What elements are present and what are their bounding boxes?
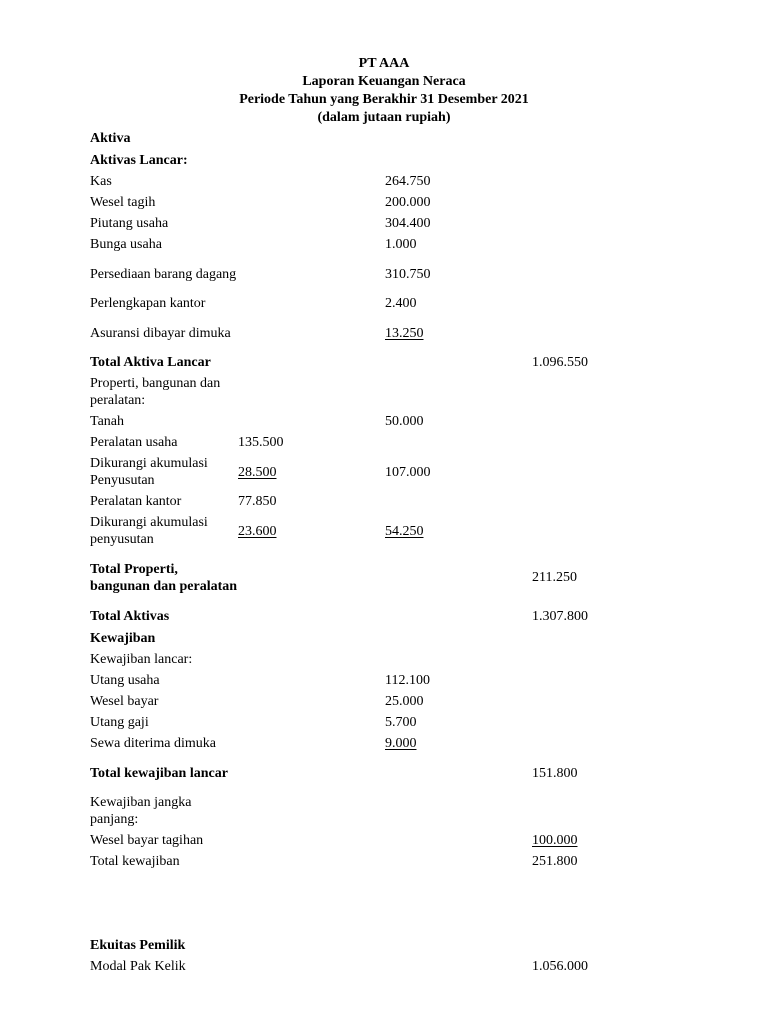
row-label <box>90 872 238 893</box>
amount-value: 310.750 <box>385 266 431 282</box>
empty-cell <box>532 627 630 649</box>
empty-cell <box>238 234 385 255</box>
empty-cell <box>532 127 630 149</box>
amount-value: 200.000 <box>385 195 431 210</box>
amount-value: 112.100 <box>385 673 430 688</box>
amount-value: 28.500 <box>238 464 277 480</box>
amount-col-2 <box>385 213 532 234</box>
empty-cell <box>532 192 630 213</box>
amount-col-1 <box>238 432 385 453</box>
sheet-row <box>90 432 630 453</box>
sheet-row <box>90 627 630 649</box>
amount-col-2 <box>385 411 532 432</box>
empty-cell <box>238 851 385 872</box>
sheet-row <box>90 670 630 691</box>
report-period: Periode Tahun yang Berakhir 31 Desember 2021 <box>239 92 529 107</box>
sheet-row <box>90 851 630 872</box>
sheet-row <box>90 733 630 754</box>
empty-cell <box>238 255 385 293</box>
empty-cell <box>532 411 630 432</box>
empty-cell <box>238 914 385 934</box>
sheet-row <box>90 149 630 171</box>
amount-value: 9.000 <box>385 736 417 751</box>
amount-value: 50.000 <box>385 414 424 429</box>
row-label: Wesel bayar <box>90 694 159 709</box>
empty-cell <box>385 149 532 171</box>
empty-cell <box>532 213 630 234</box>
report-title: Laporan Keuangan Neraca <box>302 74 466 89</box>
sheet-row <box>90 171 630 192</box>
report-unit: (dalam jutaan rupiah) <box>317 110 451 125</box>
empty-cell <box>238 956 385 977</box>
empty-cell <box>238 712 385 733</box>
sheet-row <box>90 491 630 512</box>
empty-cell <box>385 627 532 649</box>
amount-col-3 <box>532 352 630 373</box>
amount-col-3 <box>532 851 630 872</box>
empty-cell <box>532 491 630 512</box>
row-label: Persediaan barang dagang <box>90 266 237 282</box>
empty-cell <box>532 234 630 255</box>
empty-cell <box>532 314 630 352</box>
empty-cell <box>385 605 532 627</box>
empty-cell <box>532 670 630 691</box>
sheet-row <box>90 712 630 733</box>
row-label: Utang gaji <box>90 715 149 730</box>
sheet-row <box>90 213 630 234</box>
row-label: Tanah <box>90 414 125 429</box>
empty-cell <box>238 149 385 171</box>
sheet-row <box>90 373 630 411</box>
amount-value: 264.750 <box>385 174 431 189</box>
sheet-row <box>90 550 630 605</box>
empty-cell <box>238 314 385 352</box>
amount-col-3 <box>532 605 630 627</box>
amount-value: 151.800 <box>532 765 578 781</box>
row-label: Total kewajiban lancar <box>90 765 228 781</box>
amount-col-2 <box>385 234 532 255</box>
empty-cell <box>238 192 385 213</box>
empty-cell <box>532 373 630 411</box>
empty-cell <box>238 127 385 149</box>
sheet-row <box>90 649 630 670</box>
row-label: Total Aktivas <box>90 608 170 624</box>
row-label: Aktivas Lancar: <box>90 152 188 168</box>
row-label: Total Properti, bangunan dan peralatan <box>90 561 238 594</box>
sheet-row <box>90 192 630 213</box>
amount-value: 1.307.800 <box>532 608 588 624</box>
amount-col-2 <box>385 293 532 314</box>
row-label: Utang usaha <box>90 673 160 688</box>
amount-col-3 <box>532 956 630 977</box>
row-label: Bunga usaha <box>90 237 162 252</box>
amount-value: 135.500 <box>238 435 284 450</box>
amount-col-2 <box>385 314 532 352</box>
amount-col-2 <box>385 453 532 491</box>
empty-cell <box>238 649 385 670</box>
empty-cell <box>532 872 630 893</box>
empty-cell <box>238 754 385 792</box>
sheet-row <box>90 453 630 491</box>
amount-value: 107.000 <box>385 464 431 480</box>
row-label: Total Aktiva Lancar <box>90 355 211 370</box>
empty-cell <box>238 605 385 627</box>
row-label: Aktiva <box>90 130 131 146</box>
empty-cell <box>532 893 630 914</box>
row-label: Wesel bayar tagihan <box>90 833 204 848</box>
empty-cell <box>532 733 630 754</box>
amount-col-1 <box>238 512 385 550</box>
row-label: Kewajiban <box>90 630 156 646</box>
sheet-spacer-row <box>90 914 630 934</box>
empty-cell <box>532 712 630 733</box>
sheet-spacer-row <box>90 893 630 914</box>
sheet-row <box>90 234 630 255</box>
empty-cell <box>532 432 630 453</box>
empty-cell <box>532 149 630 171</box>
row-label: Total kewajiban <box>90 854 180 869</box>
amount-col-3 <box>532 550 630 605</box>
row-label: Dikurangi akumulasi Penyusutan <box>90 456 208 488</box>
empty-cell <box>238 550 385 605</box>
row-label: Wesel tagih <box>90 195 156 210</box>
empty-cell <box>238 627 385 649</box>
amount-col-2 <box>385 733 532 754</box>
empty-cell <box>238 373 385 411</box>
empty-cell <box>385 432 532 453</box>
row-label: Asuransi dibayar dimuka <box>90 325 231 341</box>
company-name: PT AAA <box>358 56 410 71</box>
sheet-row <box>90 792 630 830</box>
empty-cell <box>238 670 385 691</box>
sheet-row <box>90 754 630 792</box>
sheet-row <box>90 830 630 851</box>
empty-cell <box>238 934 385 956</box>
empty-cell <box>238 411 385 432</box>
empty-cell <box>238 792 385 830</box>
empty-cell <box>532 453 630 491</box>
empty-cell <box>238 872 385 893</box>
report-header <box>0 55 768 127</box>
amount-col-2 <box>385 712 532 733</box>
empty-cell <box>385 792 532 830</box>
row-label: Peralatan usaha <box>90 435 178 450</box>
row-label: Sewa diterima dimuka <box>90 736 216 751</box>
row-label: Properti, bangunan dan peralatan: <box>90 376 221 408</box>
amount-value: 5.700 <box>385 715 417 730</box>
empty-cell <box>238 733 385 754</box>
empty-cell <box>385 914 532 934</box>
amount-col-1 <box>238 453 385 491</box>
row-label: Modal Pak Kelik <box>90 959 186 974</box>
row-label: Piutang usaha <box>90 216 169 231</box>
amount-value: 251.800 <box>532 854 578 869</box>
sheet-row <box>90 314 630 352</box>
row-label: Peralatan kantor <box>90 494 182 509</box>
empty-cell <box>385 934 532 956</box>
row-label <box>90 914 238 934</box>
empty-cell <box>238 893 385 914</box>
amount-value: 2.400 <box>385 296 417 311</box>
empty-cell <box>238 352 385 373</box>
sheet-row <box>90 411 630 432</box>
empty-cell <box>532 792 630 830</box>
sheet-row <box>90 352 630 373</box>
empty-cell <box>385 956 532 977</box>
sheet-row <box>90 293 630 314</box>
amount-col-2 <box>385 192 532 213</box>
sheet-row <box>90 956 630 977</box>
empty-cell <box>532 255 630 293</box>
row-label: Kewajiban lancar: <box>90 652 193 667</box>
sheet-row <box>90 512 630 550</box>
sheet-row <box>90 691 630 712</box>
amount-value: 1.000 <box>385 237 417 252</box>
row-label <box>90 893 238 914</box>
empty-cell <box>532 649 630 670</box>
empty-cell <box>238 171 385 192</box>
sheet-row <box>90 255 630 293</box>
empty-cell <box>385 830 532 851</box>
row-label: Kas <box>90 174 112 189</box>
sheet-spacer-row <box>90 872 630 893</box>
amount-col-2 <box>385 255 532 293</box>
row-label: Dikurangi akumulasi penyusutan <box>90 515 208 547</box>
balance-sheet-body <box>90 127 630 977</box>
row-label: Kewajiban jangka panjang: <box>90 795 192 827</box>
empty-cell <box>238 830 385 851</box>
empty-cell <box>532 691 630 712</box>
amount-value: 304.400 <box>385 216 431 231</box>
empty-cell <box>385 127 532 149</box>
empty-cell <box>385 754 532 792</box>
amount-value: 77.850 <box>238 494 277 509</box>
sheet-row <box>90 934 630 956</box>
empty-cell <box>238 691 385 712</box>
amount-value: 1.056.000 <box>532 959 588 974</box>
amount-col-2 <box>385 670 532 691</box>
empty-cell <box>238 293 385 314</box>
empty-cell <box>532 293 630 314</box>
amount-col-2 <box>385 171 532 192</box>
empty-cell <box>385 851 532 872</box>
empty-cell <box>385 352 532 373</box>
amount-value: 13.250 <box>385 325 424 341</box>
amount-value: 211.250 <box>532 570 577 585</box>
amount-value: 25.000 <box>385 694 424 709</box>
amount-col-2 <box>385 691 532 712</box>
empty-cell <box>385 550 532 605</box>
amount-col-3 <box>532 830 630 851</box>
empty-cell <box>532 934 630 956</box>
row-label: Perlengkapan kantor <box>90 296 206 311</box>
empty-cell <box>532 171 630 192</box>
amount-col-2 <box>385 512 532 550</box>
amount-col-1 <box>238 491 385 512</box>
amount-col-3 <box>532 754 630 792</box>
empty-cell <box>385 893 532 914</box>
row-label: Ekuitas Pemilik <box>90 937 186 953</box>
empty-cell <box>385 649 532 670</box>
empty-cell <box>238 213 385 234</box>
empty-cell <box>385 491 532 512</box>
amount-value: 1.096.550 <box>532 355 588 370</box>
empty-cell <box>532 512 630 550</box>
amount-value: 54.250 <box>385 523 424 539</box>
sheet-row <box>90 605 630 627</box>
amount-value: 100.000 <box>532 833 578 848</box>
sheet-row <box>90 127 630 149</box>
empty-cell <box>385 373 532 411</box>
balance-sheet-table <box>90 127 630 977</box>
amount-value: 23.600 <box>238 523 277 539</box>
empty-cell <box>532 914 630 934</box>
empty-cell <box>385 872 532 893</box>
